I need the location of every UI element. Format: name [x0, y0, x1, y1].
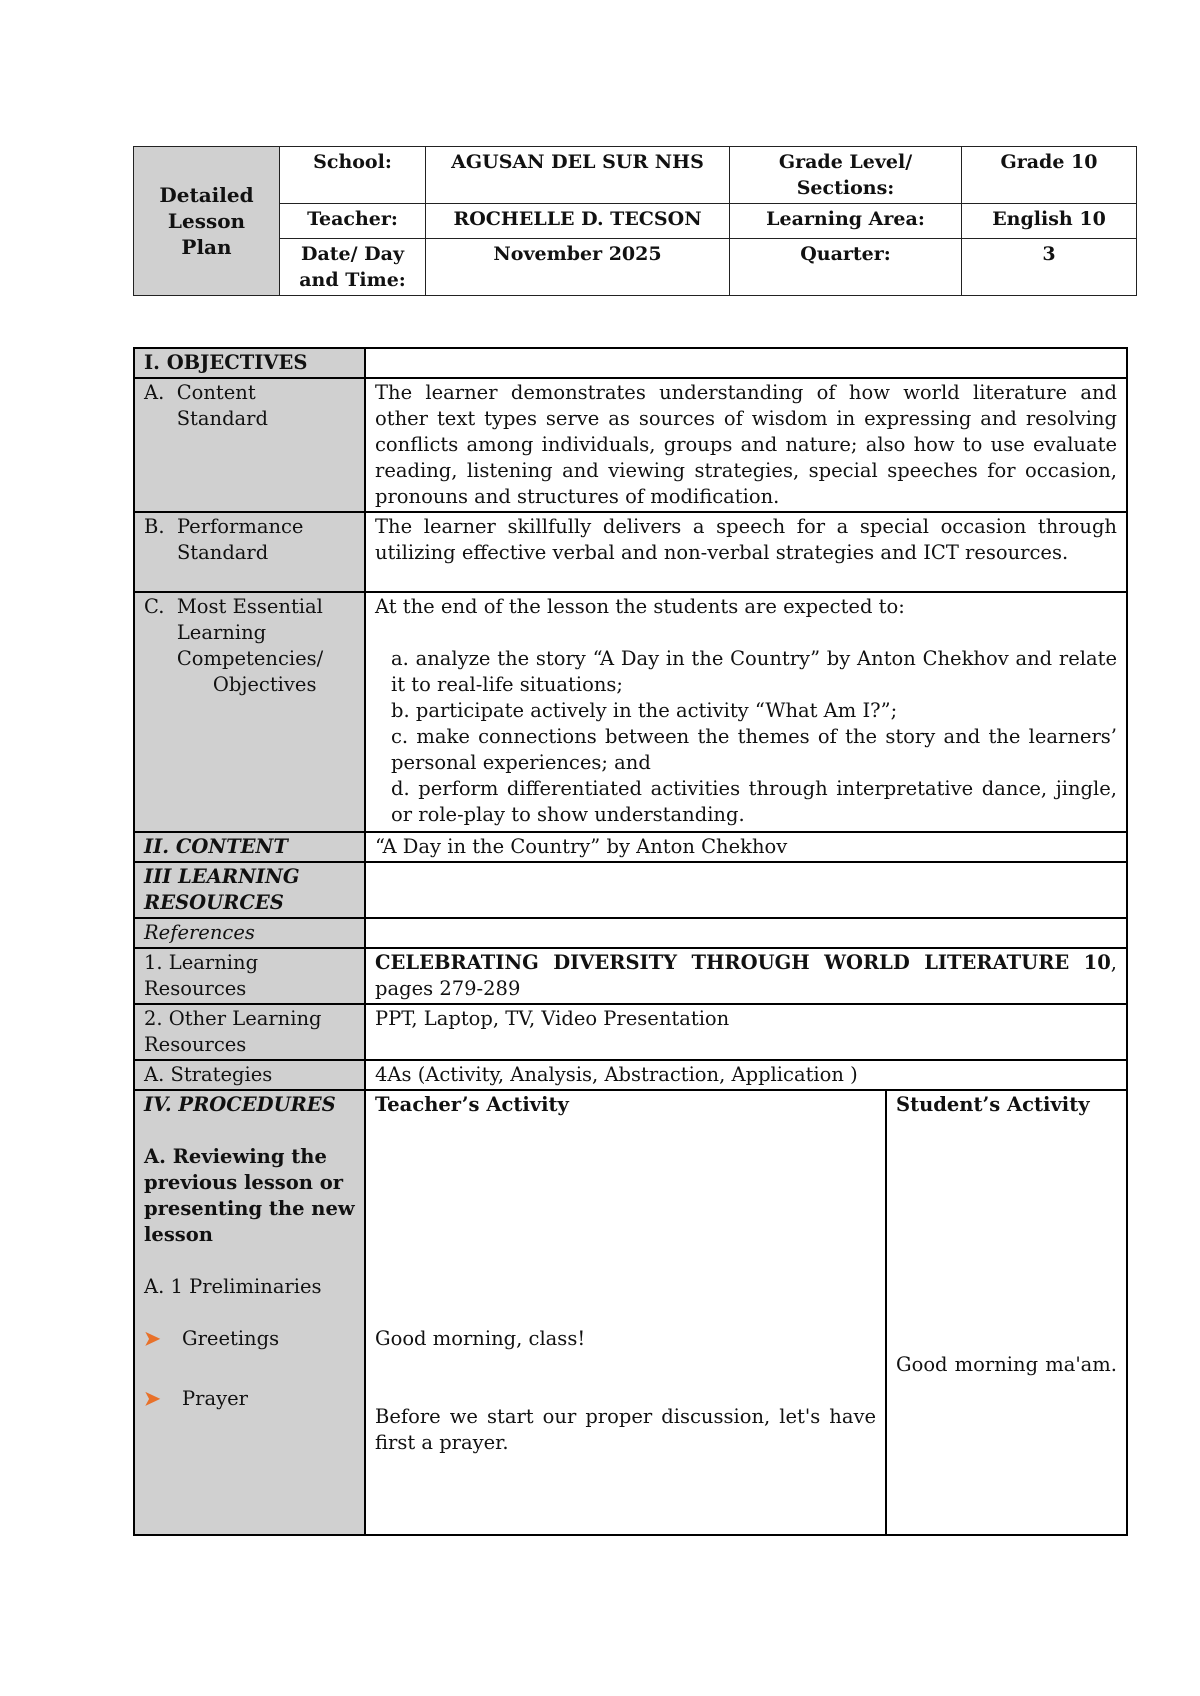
procedures-heading: IV. PROCEDURES	[144, 1093, 336, 1116]
procedures-label-cell	[134, 1090, 365, 1535]
arrow-bullet-icon: ➤	[144, 1327, 161, 1350]
resources-heading-blank	[365, 862, 1127, 918]
teacher-label: Teacher:	[280, 204, 426, 239]
references-blank	[365, 918, 1127, 948]
date-value: November 2025	[426, 239, 730, 296]
teacher-activity-cell	[365, 1090, 886, 1535]
greetings-item	[144, 1326, 355, 1352]
textbook-title: CELEBRATING DIVERSITY THROUGH WORLD LITERATURE 10	[375, 951, 1111, 974]
content-heading: II. CONTENT	[134, 832, 365, 862]
teacher-value: ROCHELLE D. TECSON	[426, 204, 730, 239]
review-label: A. Reviewing the previous lesson or presenting the new lesson	[144, 1145, 355, 1246]
other-resources-text: PPT, Laptop, TV, Video Presentation	[365, 1004, 1127, 1060]
melc-label-line-4: Objectives	[212, 673, 317, 696]
objective-item: b. participate actively in the activity “What Am I?”;	[391, 699, 898, 722]
content-standard-label	[134, 378, 365, 512]
grade-value: Grade 10	[962, 147, 1137, 204]
student-greeting: Good morning ma'am.	[896, 1353, 1117, 1376]
performance-standard-label-text: Performance Standard	[176, 515, 304, 564]
melc-label	[134, 592, 365, 832]
references-label: References	[134, 918, 365, 948]
strategies-text: 4As (Activity, Analysis, Abstraction, Application )	[365, 1060, 1127, 1090]
performance-standard-label	[134, 512, 365, 592]
melc-content	[365, 592, 1127, 832]
student-activity-cell	[886, 1090, 1127, 1535]
header-table	[133, 146, 1137, 296]
objectives-heading-blank	[365, 348, 1127, 378]
performance-standard-letter: B.	[144, 515, 165, 538]
teacher-activity-header: Teacher’s Activity	[375, 1093, 569, 1116]
objective-item: c. make connections between the themes of the story and the learners’ personal experiences; and	[391, 725, 1117, 774]
teacher-greeting: Good morning, class!	[375, 1327, 586, 1350]
learning-resources-text	[365, 948, 1127, 1004]
school-label: School:	[280, 147, 426, 204]
other-resources-label: 2. Other Learning Resources	[134, 1004, 365, 1060]
greetings-label: Greetings	[182, 1327, 280, 1350]
learning-resources-label: 1. Learning Resources	[134, 948, 365, 1004]
area-value: English 10	[962, 204, 1137, 239]
resources-heading: III LEARNING RESOURCES	[134, 862, 365, 918]
objective-item: d. perform differentiated activities through interpretative dance, jingle, or role-play to show understanding.	[391, 777, 1117, 826]
quarter-value: 3	[962, 239, 1137, 296]
content-standard-text: The learner demonstrates understanding of how world literature and other text types serve as sources of wisdom in expressing and resolving conflicts among individuals, groups and nature; also how to use evaluate reading, listening and viewing strategies, special speeches for occasion, pronouns and structures of modification.	[365, 378, 1127, 512]
objective-list	[375, 646, 1117, 828]
grade-label: Grade Level/ Sections:	[730, 147, 962, 204]
area-label: Learning Area:	[730, 204, 962, 239]
strategies-label: A. Strategies	[134, 1060, 365, 1090]
content-text: “A Day in the Country” by Anton Chekhov	[365, 832, 1127, 862]
preliminaries-label: A. 1 Preliminaries	[144, 1275, 322, 1298]
textbook-pages: , pages 279-289	[375, 951, 1117, 1000]
melc-label-line-2: Learning	[176, 621, 267, 644]
content-standard-letter: A.	[144, 381, 165, 404]
date-label: Date/ Day and Time:	[280, 239, 426, 296]
content-standard-label-text: Content Standard	[176, 381, 268, 430]
arrow-bullet-icon: ➤	[144, 1387, 161, 1410]
quarter-label: Quarter:	[730, 239, 962, 296]
performance-standard-text: The learner skillfully delivers a speech for a special occasion through utilizing effective verbal and non-verbal strategies and ICT resources.	[365, 512, 1127, 592]
melc-intro: At the end of the lesson the students are expected to:	[375, 595, 905, 618]
objectives-heading: I. OBJECTIVES	[134, 348, 365, 378]
teacher-prayer: Before we start our proper discussion, let's have first a prayer.	[375, 1405, 876, 1454]
student-activity-header: Student’s Activity	[896, 1093, 1090, 1116]
objective-item: a. analyze the story “A Day in the Country” by Anton Chekhov and relate it to real-life situations;	[391, 647, 1117, 696]
melc-label-line-3: Competencies/	[176, 647, 324, 670]
prayer-label: Prayer	[182, 1387, 248, 1410]
melc-label-line-1: Most Essential	[176, 595, 323, 618]
prayer-item	[144, 1386, 355, 1412]
melc-letter: C.	[144, 595, 165, 618]
lesson-plan-table	[133, 347, 1128, 1536]
school-value: AGUSAN DEL SUR NHS	[426, 147, 730, 204]
document-title: Detailed Lesson Plan	[134, 147, 280, 296]
